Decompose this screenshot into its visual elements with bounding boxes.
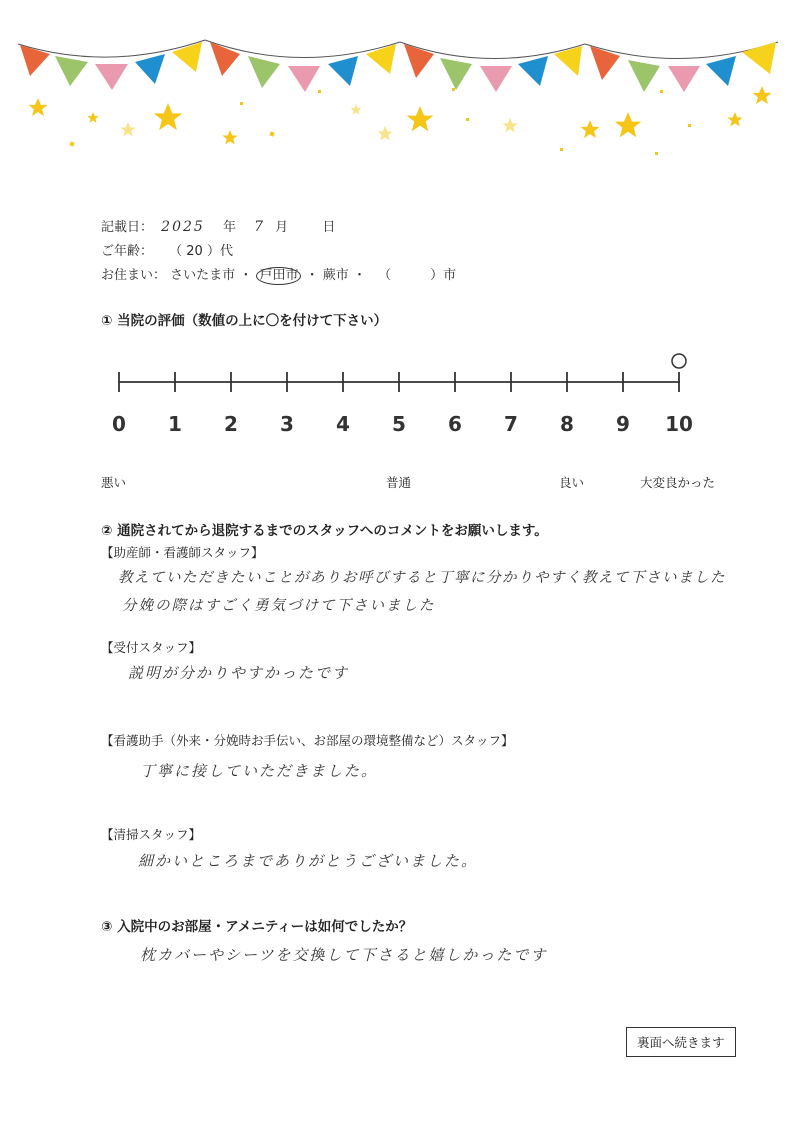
age-row [101, 240, 233, 259]
section2-title: ② 通院されてから退院するまでのスタッフへのコメントをお願いします。 [101, 523, 548, 539]
year-suffix: 年 [222, 220, 236, 235]
month-suffix: 月 [275, 220, 289, 235]
scale-label-bad: 悪い [101, 475, 127, 490]
residence-option-toda-selected: 戸田市 [256, 267, 301, 285]
scale-label-very-good: 大変良かった [640, 475, 716, 490]
day-suffix: 日 [322, 220, 336, 235]
section3-title: ③ 入院中のお部屋・アメニティーは如何でしたか？ [101, 919, 413, 935]
residence-option-warabi: 蕨市 [322, 268, 349, 283]
separator: ・ [352, 268, 366, 283]
record-date-row [101, 216, 335, 235]
comment-midwife-nurse-1: 教えていただきたいことがありお呼びすると丁寧に分かりやすく教えて下さいました [118, 570, 726, 586]
separator: ・ [239, 268, 253, 283]
scale-number-3[interactable]: 3 [280, 412, 294, 436]
group-label-nursing-assistant: 【看護助手（外来・分娩時お手伝い、お部屋の環境整備など）スタッフ】 [101, 733, 514, 748]
comment-midwife-nurse-2: 分娩の際はすごく勇気づけて下さいました [122, 598, 436, 614]
section1-title: ① 当院の評価（数値の上に〇を付けて下さい） [101, 313, 388, 329]
scale-number-10[interactable]: 10 [665, 412, 693, 436]
age-value: （ 20 ）代 [169, 244, 233, 259]
scale-number-7[interactable]: 7 [504, 412, 518, 436]
scale-number-4[interactable]: 4 [336, 412, 350, 436]
residence-option-saitama: さいたま市 [170, 268, 236, 283]
scale-number-6[interactable]: 6 [448, 412, 462, 436]
comment-cleaning: 細かいところまでありがとうございました。 [138, 852, 479, 870]
comment-reception: 説明が分かりやすかったです [128, 664, 350, 682]
continue-on-back-note: 裏面へ続きます [626, 1027, 736, 1057]
age-label: ご年齢： [101, 244, 154, 259]
group-label-midwife-nurse: 【助産師・看護師スタッフ】 [101, 545, 264, 560]
rating-scale [100, 350, 720, 410]
residence-option-other: （ ）市 [378, 268, 457, 283]
scale-number-8[interactable]: 8 [560, 412, 574, 436]
comment-nursing-assistant: 丁寧に接していただきました。 [140, 762, 379, 780]
record-date-label: 記載日： [101, 220, 154, 235]
comment-room-amenities: 枕カバーやシーツを交換して下さると嬉しかったです [140, 946, 548, 964]
record-date-month: 7 [254, 219, 266, 235]
scale-number-2[interactable]: 2 [224, 412, 238, 436]
selected-rating-circle [672, 354, 686, 368]
group-label-cleaning: 【清掃スタッフ】 [101, 827, 202, 842]
scale-number-9[interactable]: 9 [616, 412, 630, 436]
residence-row [101, 264, 456, 285]
scale-label-good: 良い [559, 475, 585, 490]
record-date-year: 2025 [161, 219, 205, 235]
group-label-reception: 【受付スタッフ】 [101, 640, 202, 655]
separator: ・ [305, 268, 319, 283]
scale-label-normal: 普通 [386, 475, 412, 490]
scale-number-5[interactable]: 5 [392, 412, 406, 436]
scale-number-0[interactable]: 0 [112, 412, 126, 436]
stars-decoration [0, 60, 800, 170]
scale-number-1[interactable]: 1 [168, 412, 182, 436]
residence-label: お住まい： [101, 268, 167, 283]
